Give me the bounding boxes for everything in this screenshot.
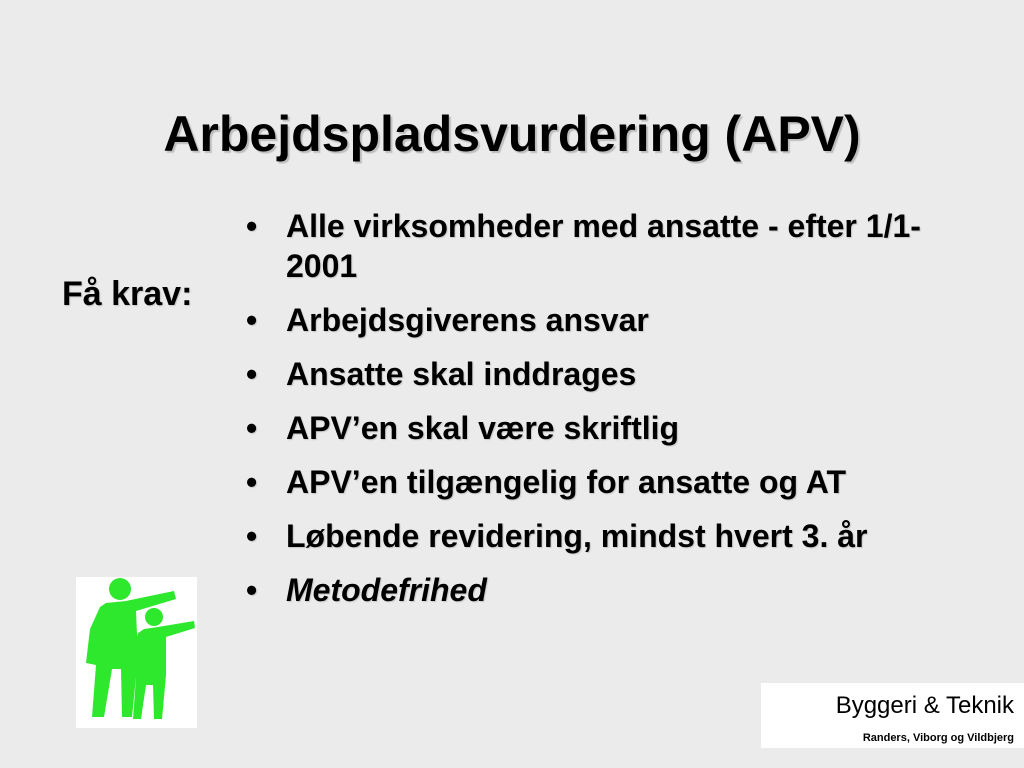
bullet-dot: •: [246, 464, 258, 500]
slide-title: Arbejdspladsvurdering (APV): [163, 106, 861, 162]
bullet-item: [246, 206, 986, 286]
bullet-text: Løbende revidering, mindst hvert 3. år: [286, 518, 868, 554]
bullet-item: [246, 408, 986, 448]
bullet-text: Ansatte skal inddrages: [286, 356, 637, 392]
bullet-item: [246, 462, 986, 502]
bullet-dot: •: [246, 572, 258, 608]
bullet-text: APV’en skal være skriftlig: [286, 410, 680, 446]
bullet-dot: •: [246, 518, 258, 554]
bullet-item: [246, 516, 986, 556]
side-label: Få krav:: [62, 275, 193, 313]
bullet-item: [246, 354, 986, 394]
bullet-item: [246, 300, 986, 340]
bullet-text: APV’en tilgængelig for ansatte og AT: [286, 464, 847, 500]
bullet-dot: •: [246, 302, 258, 338]
bullet-dot: •: [246, 410, 258, 446]
bullet-text: Arbejdsgiverens ansvar: [286, 302, 649, 338]
bullet-list: [246, 206, 986, 624]
bullet-text: Metodefrihed: [286, 572, 487, 608]
brand-name: Byggeri & Teknik: [835, 692, 1014, 719]
brand-locations: Randers, Viborg og Vildbjerg: [862, 732, 1014, 744]
bullet-item-emphasized: [246, 570, 986, 610]
logo-figures: [86, 578, 195, 719]
bullet-text: Alle virksomheder med ansatte - efter 1/1-2001: [286, 208, 921, 284]
bullet-dot: •: [246, 208, 258, 244]
brand-box: [761, 683, 1024, 748]
bullet-dot: •: [246, 356, 258, 392]
two-figures-pointing-icon: [76, 577, 197, 728]
